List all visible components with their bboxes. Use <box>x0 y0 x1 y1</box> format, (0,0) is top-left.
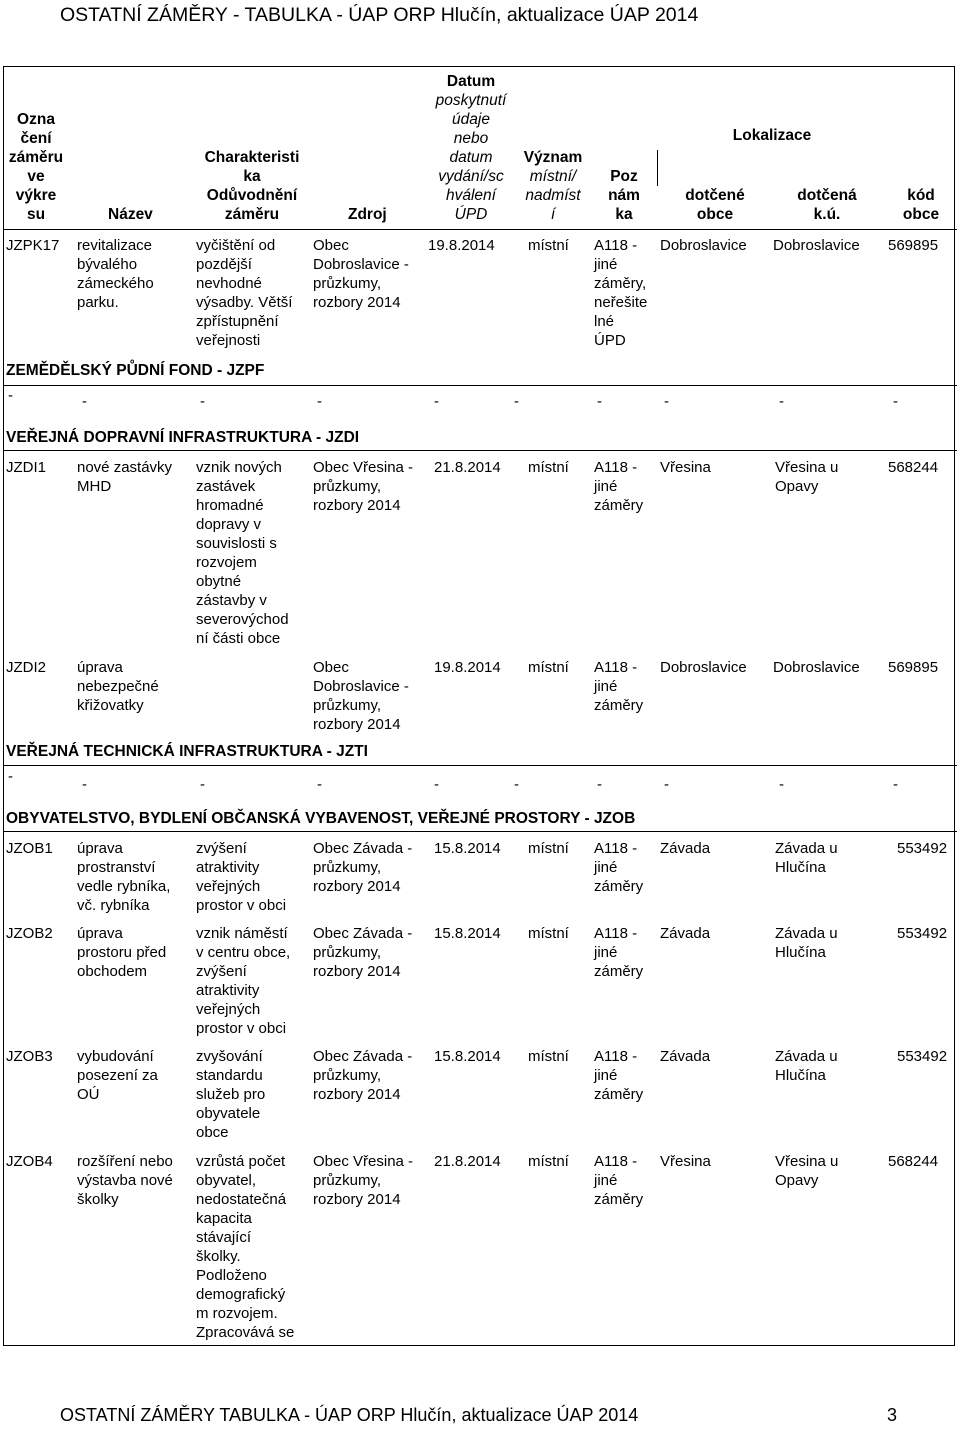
col-header-oznaceni: Ozna čení záměru ve výkre su <box>8 111 64 223</box>
dash: - <box>514 776 519 793</box>
row-jzob4-kod-obce: 568244 <box>888 1153 939 1170</box>
dash: - <box>434 393 439 410</box>
row-jzdi1-datum: 21.8.2014 <box>434 459 501 476</box>
row-jzob3-poznamka: A118 - jiné záměry <box>594 1048 644 1103</box>
dash: - <box>82 776 87 793</box>
col-header-vyznam-sub: místní/ nadmíst í <box>525 168 581 223</box>
row-jzpk17-dotcena-ku: Dobroslavice <box>773 237 860 254</box>
row-jzdi1-charakteristika: vznik nových zastávek hromadné dopravy v souvislosti s rozvojem obytné zástavby v severovýchod ní části obce <box>196 459 289 647</box>
row-jzob1-charakteristika: zvýšení atraktivity veřejných prostor v obci <box>196 840 287 914</box>
section-jzti-separator <box>3 765 957 766</box>
row-jzob2-dotcena-ku: Závada u Hlučína <box>775 925 838 961</box>
row-jzob1-dotcena-ku: Závada u Hlučína <box>775 840 838 876</box>
lokalizace-divider <box>657 150 658 186</box>
row-jzob3-kod-obce: 553492 <box>897 1048 948 1065</box>
row-jzob4-nazev: rozšíření nebo výstavba nové školky <box>77 1153 173 1208</box>
row-jzpk17-datum: 19.8.2014 <box>428 237 495 254</box>
row-jzpk17-zdroj: Obec Dobroslavice - průzkumy, rozbory 2014 <box>313 237 409 311</box>
row-jzdi1-nazev: nové zastávky MHD <box>77 459 173 495</box>
row-jzob4-vyznam: místní <box>528 1153 569 1170</box>
row-jzob1-kod-obce: 553492 <box>897 840 948 857</box>
section-jzpf-separator <box>3 385 957 386</box>
row-jzob2-zdroj: Obec Závada - průzkumy, rozbory 2014 <box>313 925 413 980</box>
row-jzob1-poznamka: A118 - jiné záměry <box>594 840 644 895</box>
section-jzdi-separator <box>3 450 957 451</box>
dash: - <box>664 776 669 793</box>
row-jzob1-dotcene-obce: Závada <box>660 840 711 857</box>
row-jzob1-zdroj: Obec Závada - průzkumy, rozbory 2014 <box>313 840 413 895</box>
section-jzdi: VEŘEJNÁ DOPRAVNÍ INFRASTRUKTURA - JZDI <box>6 429 360 446</box>
row-jzob3-dotcene-obce: Závada <box>660 1048 711 1065</box>
section-jzpf: ZEMĚDĚLSKÝ PŮDNÍ FOND - JZPF <box>6 362 265 379</box>
row-jzpk17-kod-obce: 569895 <box>888 237 939 254</box>
row-jzob2-nazev: úprava prostoru před obchodem <box>77 925 167 980</box>
col-header-poznamka: Poz nám ka <box>608 168 640 223</box>
row-jzdi1-dotcene-obce: Vřesina <box>660 459 711 476</box>
row-jzpk17-poznamka: A118 - jiné záměry, neřešite lné ÚPD <box>594 237 648 349</box>
row-jzob3-oznaceni: JZOB3 <box>6 1048 53 1065</box>
row-jzdi1-dotcena-ku: Vřesina u Opavy <box>775 459 839 495</box>
page-header-title: OSTATNÍ ZÁMĚRY - TABULKA - ÚAP ORP Hlučín, aktualizace ÚAP 2014 <box>60 4 699 26</box>
col-header-nazev: Název <box>108 206 153 223</box>
row-jzob2-dotcene-obce: Závada <box>660 925 711 942</box>
col-header-dotcena-ku: dotčená k.ú. <box>797 187 857 223</box>
row-jzdi1-poznamka: A118 - jiné záměry <box>594 459 644 514</box>
row-jzob2-poznamka: A118 - jiné záměry <box>594 925 644 980</box>
row-jzob2-kod-obce: 553492 <box>897 925 948 942</box>
row-jzob3-nazev: vybudování posezení za OÚ <box>77 1048 158 1103</box>
row-jzdi2-kod-obce: 569895 <box>888 659 939 676</box>
col-header-datum: Datum <box>446 73 496 90</box>
row-jzob3-charakteristika: zvyšování standardu služeb pro obyvatele obce <box>196 1048 266 1141</box>
dash: - <box>8 387 13 404</box>
row-jzob1-datum: 15.8.2014 <box>434 840 501 857</box>
header-separator <box>3 229 957 230</box>
row-jzob4-zdroj: Obec Vřesina - průzkumy, rozbory 2014 <box>313 1153 414 1208</box>
row-jzpk17-vyznam: místní <box>528 237 569 254</box>
col-header-zdroj: Zdroj <box>348 206 387 223</box>
row-jzdi2-poznamka: A118 - jiné záměry <box>594 659 644 714</box>
dash: - <box>779 776 784 793</box>
row-jzdi1-oznaceni: JZDI1 <box>6 459 47 476</box>
dash: - <box>82 393 87 410</box>
row-jzpk17-dotcene-obce: Dobroslavice <box>660 237 747 254</box>
row-jzob4-dotcene-obce: Vřesina <box>660 1153 711 1170</box>
row-jzpk17-charakteristika: vyčištění od pozdější nevhodné výsadby. Větší zpřístupnění veřejnosti <box>196 237 293 349</box>
row-jzob4-charakteristika: vzrůstá počet obyvatel, nedostatečná kapacita stávající školky. Podloženo demografický m rozvojem. Zpracovává se <box>196 1153 295 1341</box>
dash: - <box>597 776 602 793</box>
section-jzob: OBYVATELSTVO, BYDLENÍ OBČANSKÁ VYBAVENOST, VEŘEJNÉ PROSTORY - JZOB <box>6 810 636 827</box>
row-jzdi2-dotcene-obce: Dobroslavice <box>660 659 747 676</box>
row-jzob3-zdroj: Obec Závada - průzkumy, rozbory 2014 <box>313 1048 413 1103</box>
dash: - <box>317 776 322 793</box>
row-jzob3-datum: 15.8.2014 <box>434 1048 501 1065</box>
row-jzdi2-oznaceni: JZDI2 <box>6 659 47 676</box>
dash: - <box>597 393 602 410</box>
col-header-vyznam: Význam <box>523 149 583 166</box>
section-jzti: VEŘEJNÁ TECHNICKÁ INFRASTRUKTURA - JZTI <box>6 743 368 760</box>
dash: - <box>434 776 439 793</box>
col-header-datum-sub: poskytnutí údaje nebo datum vydání/sc hválení ÚPD <box>435 92 507 223</box>
dash: - <box>200 776 205 793</box>
row-jzdi2-dotcena-ku: Dobroslavice <box>773 659 860 676</box>
dash: - <box>8 768 13 785</box>
row-jzob4-poznamka: A118 - jiné záměry <box>594 1153 644 1208</box>
dash: - <box>317 393 322 410</box>
row-jzob2-charakteristika: vznik náměstí v centru obce, zvýšení atraktivity veřejných prostor v obci <box>196 925 291 1037</box>
col-header-kod-obce: kód obce <box>902 187 940 223</box>
dash: - <box>893 393 898 410</box>
page-number: 3 <box>887 1405 898 1425</box>
row-jzpk17-nazev: revitalizace bývalého zámeckého parku. <box>77 237 154 311</box>
dash: - <box>664 393 669 410</box>
dash: - <box>200 393 205 410</box>
row-jzdi2-nazev: úprava nebezpečné křižovatky <box>77 659 159 714</box>
row-jzdi2-zdroj: Obec Dobroslavice - průzkumy, rozbory 2014 <box>313 659 409 733</box>
row-jzdi1-kod-obce: 568244 <box>888 459 939 476</box>
section-jzob-separator <box>3 831 957 832</box>
row-jzob1-nazev: úprava prostranství vedle rybníka, vč. rybníka <box>77 840 171 914</box>
row-jzob3-dotcena-ku: Závada u Hlučína <box>775 1048 838 1084</box>
dash: - <box>893 776 898 793</box>
row-jzob3-vyznam: místní <box>528 1048 569 1065</box>
col-header-dotcene-obce: dotčené obce <box>685 187 745 223</box>
row-jzob4-datum: 21.8.2014 <box>434 1153 501 1170</box>
row-jzob1-vyznam: místní <box>528 840 569 857</box>
dash: - <box>779 393 784 410</box>
row-jzpk17-oznaceni: JZPK17 <box>6 237 60 254</box>
row-jzob2-oznaceni: JZOB2 <box>6 925 53 942</box>
col-header-lokalizace: Lokalizace <box>732 127 812 144</box>
row-jzdi2-datum: 19.8.2014 <box>434 659 501 676</box>
row-jzob1-oznaceni: JZOB1 <box>6 840 53 857</box>
page-footer-title: OSTATNÍ ZÁMĚRY TABULKA - ÚAP ORP Hlučín, aktualizace ÚAP 2014 <box>60 1405 639 1425</box>
col-header-charakteristika: Charakteristi ka Odůvodnění záměru <box>204 149 300 223</box>
row-jzob2-vyznam: místní <box>528 925 569 942</box>
row-jzdi1-zdroj: Obec Vřesina - průzkumy, rozbory 2014 <box>313 459 414 514</box>
row-jzdi2-vyznam: místní <box>528 659 569 676</box>
row-jzdi1-vyznam: místní <box>528 459 569 476</box>
row-jzob4-dotcena-ku: Vřesina u Opavy <box>775 1153 839 1189</box>
row-jzob2-datum: 15.8.2014 <box>434 925 501 942</box>
row-jzob4-oznaceni: JZOB4 <box>6 1153 53 1170</box>
dash: - <box>514 393 519 410</box>
